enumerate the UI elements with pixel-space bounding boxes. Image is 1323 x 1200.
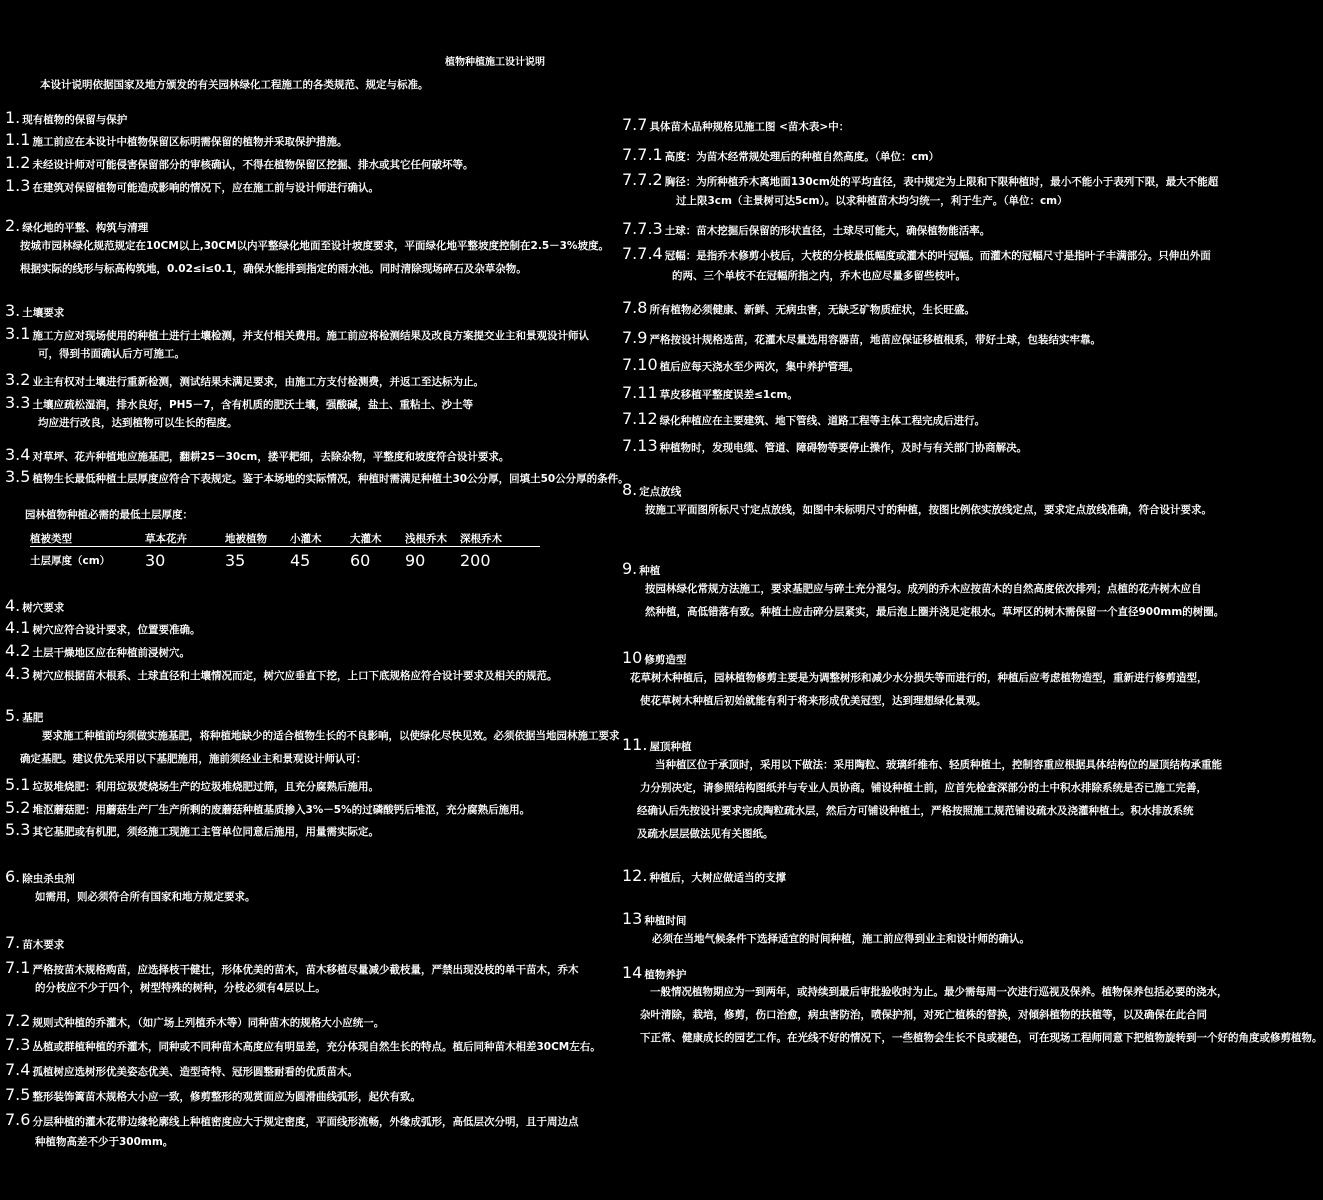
section-text: 屋顶种植 [649,741,692,753]
text-line-r7-7-4 [622,246,1211,262]
section-text: 的两、三个单枝不在冠幅所指之内，乔木也应尽量多留些枝叶。 [672,270,966,282]
section-text: 植物养护 [644,969,687,981]
text-line-s5-3 [5,822,379,838]
text-line-s7-3 [5,1037,601,1053]
section-number: 7.7 [622,115,648,134]
section-number: 5. [5,706,21,725]
section-number: 3.1 [5,324,31,343]
section-text: 均应进行改良，达到植物可以生长的程度。 [38,417,238,429]
text-line-s6 [5,869,75,885]
section-text: 如需用，则必须符合所有国家和地方规定要求。 [35,891,256,903]
section-text: 施工前应在本设计中植物保留区标明需保留的植物并采取保护措施。 [32,136,348,148]
section-text: 孤植树应选树形优美姿态优美、造型奇特、冠形圆整耐看的优质苗木。 [32,1066,358,1078]
soil-table-value-cell: 60 [350,550,371,570]
text-line-r11-a [655,760,1222,771]
section-text: 及疏水层层做法见有关图纸。 [637,828,774,840]
section-number: 7.13 [622,436,658,455]
soil-table-header-cell: 深根乔木 [460,530,540,547]
section-text: 高度：为苗木经常规处理后的种植自然高度。（单位：cm） [664,151,940,163]
text-line-s7 [5,935,64,951]
section-text: 丛植或群植种植的乔灌木，同种或不同种苗木高度应有明显差，充分体现自然生长的特点。植后同种苗木相差30CM左右。 [32,1041,601,1053]
text-line-r9 [622,561,660,577]
page-title: 植物种植施工设计说明 [445,57,545,68]
text-line-s5-1 [5,777,379,793]
section-text: 种植 [639,565,661,577]
section-text: 除虫杀虫剂 [22,873,75,885]
text-line-s3-2 [5,372,484,388]
text-line-r7-10 [622,357,859,373]
text-line-r9-a [645,584,1202,595]
text-line-r7-7-1 [622,147,939,163]
section-number: 3.5 [5,467,31,486]
text-line-s2-b [20,264,527,275]
text-line-r7-11 [622,385,798,401]
section-text: 植物生长最低种植土层厚度应符合下表规定。鉴于本场地的实际情况，种植时需满足种植土30公分厚，回填土50公分厚的条件。 [32,473,629,485]
section-text: 花草树木种植后，园林植物修剪主要是为调整树形和减少水分损失等而进行的，种植后应考虑植物造型，重新进行修剪造型， [630,672,1208,684]
section-text: 胸径：为所种植乔木离地面130cm处的平均直径，表中规定为上限和下限种植时，最小不能小于表列下限，最大不能超 [664,176,1219,188]
section-text: 种植物时，发现电缆、管道、障碍物等要停止操作，及时与有关部门协商解决。 [659,442,1028,454]
section-text: 当种植区位于承顶时，采用以下做法：采用陶粒、玻璃纤维布、轻质种植土，控制容重应根据具体结构位的屋顶结构承重能 [655,759,1222,771]
section-text: 严格按设计规格选苗，花灌木尽量选用容器苗，地苗应保证移植根系，带好土球，包装结实牢靠。 [649,334,1101,346]
text-line-r14 [622,965,686,981]
text-line-r13-a [652,934,1030,945]
soil-table-value-cell: 30 [145,550,166,570]
soil-table-header-cell: 植被类型 [30,530,145,547]
section-number: 3.4 [5,445,31,464]
section-text: 现有植物的保留与保护 [22,114,128,126]
section-text: 杂叶清除，栽培，修剪，伤口治愈，病虫害防治，喷保护剂，对死亡植株的替换，对倾斜植物的扶植等，以及确保在此合同 [640,1009,1207,1021]
text-line-s3-4 [5,447,509,463]
text-line-s7-6b [35,1137,173,1148]
text-line-s7-5 [5,1087,421,1103]
section-text: 草皮移植平整度误差≤1cm。 [659,389,798,401]
text-line-r7-8 [622,300,975,316]
text-line-r7-13 [622,438,1027,454]
soil-table-value-cell: 90 [405,550,426,570]
section-text: 必须在当地气候条件下选择适宜的时间种植，施工前应得到业主和设计师的确认。 [652,933,1030,945]
text-line-r13 [622,911,686,927]
section-text: 根据实际的线形与标高构筑地，0.02≤i≤0.1，确保水能排到指定的雨水池。同时清除现场碎石及杂草杂物。 [20,263,527,275]
text-line-s1-1 [5,132,347,148]
text-line-s3-3b [38,418,238,429]
soil-table-header-cell: 草本花卉 [145,530,225,547]
section-text: 土壤应疏松湿润，排水良好，PH5－7，含有机质的肥沃土壤，强酸碱，盐土、重粘土、沙土等 [32,399,474,411]
section-number: 1.3 [5,176,31,195]
text-line-s3 [5,303,64,319]
soil-table-header-row [30,530,540,547]
section-text: 然种植，高低错落有致。种植土应击碎分层紧实，最后泡上圈并浇足定根水。草坪区的树木需保留一个直径900mm的树圈。 [645,606,1225,618]
text-line-s3-1 [5,326,589,342]
text-line-r7-7-4b [672,271,966,282]
section-text: 土层干燥地区应在种植前浸树穴。 [32,647,190,659]
section-number: 7.3 [5,1035,31,1054]
section-text: 使花草树木种植后初始就能有利于将来形成优美冠型，达到理想绿化景观。 [640,695,987,707]
text-line-r14-a [650,987,1228,998]
text-line-s4 [5,598,64,614]
section-text: 下正常、健康成长的园艺工作。在光线不好的情况下，一些植物会生长不良或褪色，可在现场工程师同意下把植物旋转到一个好的角度或修剪植物。 [640,1032,1323,1044]
section-number: 7.8 [622,298,648,317]
section-number: 7.2 [5,1011,31,1030]
section-text: 种植后，大树应做适当的支撑 [649,872,786,884]
text-line-s2 [5,218,148,234]
text-line-s7-1b [35,983,326,994]
text-line-s3-5 [5,469,629,485]
section-number: 7.4 [5,1060,31,1079]
section-number: 1. [5,108,21,127]
text-line-s2-a [20,241,609,252]
section-text: 严格按苗木规格购苗，应选择枝干健壮，形体优美的苗木，苗木移植尽量减少截枝量，严禁出现没枝的单干苗木，乔木 [32,964,579,976]
section-text: 绿化种植应在主要建筑、地下管线、道路工程等主体工程完成后进行。 [659,415,986,427]
section-text: 施工方应对现场使用的种植土进行土壤检测，并支付相关费用。施工前应将检测结果及改良方案提交业主和景观设计师认 [32,330,589,342]
section-text: 其它基肥或有机肥，须经施工现施工主管单位同意后施用，用量需实际定。 [32,826,379,838]
text-line-r11-c [637,806,1194,817]
text-line-r10-a [630,673,1208,684]
section-number: 7.9 [622,328,648,347]
text-line-s5-a [42,731,620,742]
section-number: 4.1 [5,618,31,637]
text-line-s4-3 [5,666,557,682]
section-number: 7.5 [5,1085,31,1104]
section-number: 5.1 [5,775,31,794]
section-number: 1.2 [5,153,31,172]
soil-table-value-cell: 200 [460,550,491,570]
section-number: 7.12 [622,409,658,428]
section-text: 具体苗木品种规格见施工图 <苗木表>中： [649,121,850,133]
section-text: 堆沤蘑菇肥：用蘑菇生产厂生产所剩的废蘑菇种植基质掺入3%－5%的过磷酸钙后堆沤，充分腐熟后施用。 [32,804,531,816]
section-number: 5.3 [5,820,31,839]
section-text: 园林植物种植必需的最低土层厚度： [25,509,193,521]
text-line-s7-2 [5,1013,384,1029]
section-text: 规则式种植的乔灌木，（如广场上列植乔木等）同种苗木的规格大小应统一。 [32,1017,385,1029]
section-number: 9. [622,559,638,578]
section-number: 7.7.4 [622,244,663,263]
section-text: 整形装饰篱苗木规格大小应一致，修剪整形的观赏面应为圆滑曲线弧形，起伏有致。 [32,1091,421,1103]
section-text: 土球：苗木挖掘后保留的形状直径，土球尽可能大，确保植物能活率。 [664,225,991,237]
soil-table-header-cell: 大灌木 [350,530,405,547]
section-text: 土壤要求 [22,307,65,319]
section-text: 一般情况植物期应为一到两年，或持续到最后审批验收时为止。最少需每周一次进行巡视及保养。植物保养包括必要的浇水， [650,986,1228,998]
section-text: 基肥 [22,712,44,724]
section-number: 7.11 [622,383,658,402]
text-line-s5-b [20,754,367,765]
soil-table-value-cell: 35 [225,550,246,570]
text-line-r8 [622,482,681,498]
section-text: 业主有权对土壤进行重新检测，测试结果未满足要求，由施工方支付检测费，并返工至达标为止。 [32,376,484,388]
section-text: 种植物高差不少于300mm。 [35,1136,174,1148]
text-line-r10-b [640,696,987,707]
text-line-s3-3 [5,395,473,411]
intro-text: 本设计说明依据国家及地方颁发的有关园林绿化工程施工的各类规范、规定与标准。 [40,79,429,91]
text-line-s7-6 [5,1112,578,1128]
text-line-r14-b [640,1010,1207,1021]
section-number: 7.7.2 [622,170,663,189]
section-number: 4. [5,596,21,615]
text-line-s4-2 [5,643,190,659]
section-text: 绿化地的平整、构筑与清理 [22,222,149,234]
section-text: 对草坪、花卉种植地应施基肥，翻耕25－30cm，搂平耙细，去除杂物，平整度和坡度符合设计要求。 [32,451,510,463]
section-number: 4.3 [5,664,31,683]
section-text: 苗木要求 [22,939,65,951]
text-line-r7-9 [622,330,1101,346]
text-line-r10 [622,650,686,666]
soil-table-header-cell: 浅根乔木 [405,530,460,547]
section-number: 3.2 [5,370,31,389]
text-line-r11 [622,737,691,753]
section-number: 7.7.3 [622,219,663,238]
text-line-tbl-title [25,510,193,521]
section-text: 植后应每天浇水至少两次，集中养护管理。 [659,361,860,373]
text-line-s3-1b [38,349,185,360]
section-number: 12. [622,866,648,885]
section-text: 所有植物必须健康、新鲜、无病虫害，无缺乏矿物质症状，生长旺盛。 [649,304,975,316]
text-line-r9-b [645,607,1224,618]
text-line-s5-2 [5,800,530,816]
text-line-r11-b [640,783,1207,794]
section-text: 种植时间 [644,915,687,927]
soil-table-row-label: 土层厚度（cm） [30,554,111,567]
text-line-s4-1 [5,620,200,636]
text-line-s1 [5,110,127,126]
text-line-r8-a [645,505,1212,516]
text-line-r7-7-2b [676,196,1068,207]
text-line-s1-3 [5,178,379,194]
text-line-r7-7-3 [622,221,990,237]
text-line-s1-2 [5,155,473,171]
section-number: 3. [5,301,21,320]
section-text: 的分枝应不少于四个，树型特殊的树种，分枝必须有4层以上。 [35,982,326,994]
text-line-r12 [622,868,786,884]
section-text: 垃圾堆烧肥：利用垃圾焚烧场生产的垃圾堆烧肥过筛，且充分腐熟后施用。 [32,781,379,793]
section-text: 修剪造型 [644,654,687,666]
text-line-s7-4 [5,1062,358,1078]
section-number: 6. [5,867,21,886]
section-text: 分层种植的灌木花带边缘轮廓线上种植密度应大于规定密度，平面线形流畅，外缘成弧形，高低层次分明，且于周边点 [32,1116,579,1128]
section-text: 未经设计师对可能侵害保留部分的审核确认，不得在植物保留区挖掘、排水或其它任何破坏等。 [32,159,474,171]
section-number: 7.1 [5,958,31,977]
soil-table-header-cell: 地被植物 [225,530,290,547]
section-text: 经确认后先按设计要求完成陶粒疏水层，然后方可铺设种植土，严格按照施工规范铺设疏水及浇灌种植土。积水排放系统 [637,805,1194,817]
soil-table-value-cell: 45 [290,550,311,570]
section-number: 3.3 [5,393,31,412]
section-number: 4.2 [5,641,31,660]
text-line-r14-c [640,1033,1323,1044]
section-number: 10 [622,648,643,667]
section-number: 7.10 [622,355,658,374]
section-number: 1.1 [5,130,31,149]
soil-table-value-row [30,547,540,574]
text-line-s7-1 [5,960,578,976]
section-text: 确定基肥。建议优先采用以下基肥施用，施前须经业主和景观设计师认可： [20,753,367,765]
section-text: 按城市园林绿化规范规定在10CM以上,30CM以内平整绿化地面至设计坡度要求，平面绿化地平整坡度控制在2.5－3%坡度。 [20,240,609,252]
section-number: 7.6 [5,1110,31,1129]
text-line-r7-7 [622,117,849,133]
section-number: 8. [622,480,638,499]
section-text: 按园林绿化常规方法施工，要求基肥应与碎土充分混匀。成列的乔木应按苗木的自然高度依次排列；点植的花卉树木应自 [645,583,1202,595]
section-text: 在建筑对保留植物可能造成影响的情况下，应在施工前与设计师进行确认。 [32,182,379,194]
section-number: 7.7.1 [622,145,663,164]
section-text: 可，得到书面确认后方可施工。 [38,348,185,360]
text-line-r11-d [637,829,774,840]
section-number: 14 [622,963,643,982]
text-line-r7-7-2 [622,172,1218,188]
section-text: 定点放线 [639,486,682,498]
section-text: 过上限3cm（主景树可达5cm）。以求种植苗木均匀统一，利于生产。（单位：cm） [676,195,1068,207]
section-number: 2. [5,216,21,235]
section-text: 按施工平面图所标尺寸定点放线，如图中未标明尺寸的种植，按图比例依实放线定点，要求定点放线准确，符合设计要求。 [645,504,1212,516]
section-text: 力分别决定，请参照结构图纸并与专业人员协商。铺设种植土前，应首先检查深部分的土中积水排除系统是否已施工完善， [640,782,1207,794]
section-number: 13 [622,909,643,928]
text-line-s6-a [35,892,256,903]
section-text: 树穴要求 [22,602,65,614]
section-text: 冠幅：是指乔木修剪小枝后，大枝的分枝最低幅度或灌木的叶冠幅。而灌木的冠幅尺寸是指叶子丰满部分。只伸出外面 [664,250,1211,262]
text-line-s5 [5,708,43,724]
section-text: 树穴应根据苗木根系、土球直径和土壤情况而定，树穴应垂直下挖，上口下底规格应符合设计要求及相关的规范。 [32,670,558,682]
soil-table-header-cell: 小灌木 [290,530,350,547]
section-text: 要求施工种植前均须做实施基肥，将种植地缺少的适合植物生长的不良影响，以使绿化尽快见效。必须依据当地园林施工要求 [42,730,620,742]
section-number: 11. [622,735,648,754]
section-text: 树穴应符合设计要求，位置要准确。 [32,624,201,636]
soil-depth-table [30,530,540,573]
section-number: 7. [5,933,21,952]
text-line-r7-12 [622,411,985,427]
section-number: 5.2 [5,798,31,817]
